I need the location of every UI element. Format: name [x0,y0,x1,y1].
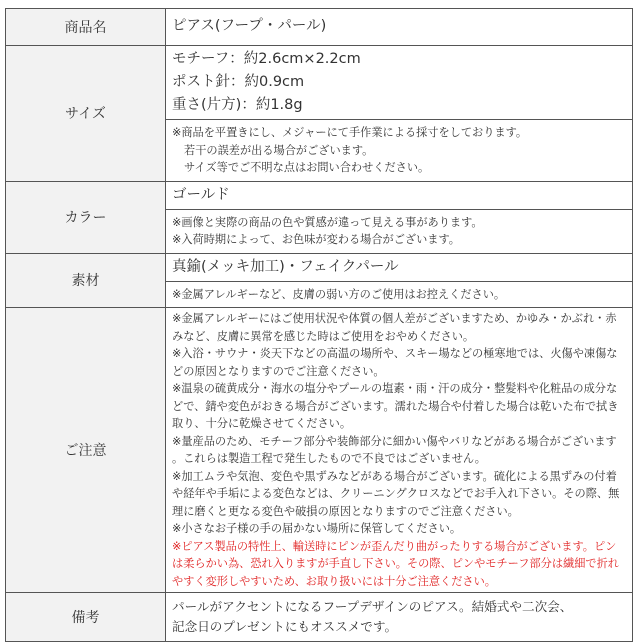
row-remarks [6,593,633,642]
caution-line: ※温泉の硫黄成分・海水の塩分やプールの塩素・雨・汗の成分・整髪料や化粧品の成分な [172,382,618,395]
size-notes [166,119,632,181]
caution-line: ※小さなお子様の手の届かない場所に保管してください。 [172,522,462,535]
caution-warning-line: やすく変形しやすいため、お取り扱いには十分ご注意ください。 [172,574,496,588]
label-caution: ご注意 [6,308,166,593]
caution-line: どで、錆や変色がおきる場合がございます。濡れた場合や付着した場合は乾いた布で拭き [172,399,619,413]
row-size [6,46,633,182]
row-caution [6,308,633,593]
material-notes [166,281,632,308]
caution-line: ※量産品のため、モチーフ部分や装飾部分に細かい傷やバリなどがある場合がございます [172,434,617,448]
value-cell-product-name [166,9,633,46]
caution-line: 理に磨くと更なる変色や破損の原因となりますのでご注意ください。 [172,504,519,518]
value-cell-size [166,46,633,182]
size-note: サイズ等でご不明な点はお問い合わせください。 [184,161,430,174]
remarks-line: パールがアクセントになるフープデザインのピアス。結婚式や二次会、 [172,599,573,614]
caution-line: ※入浴・サウナ・炎天下などの高温の場所や、スキー場などの極寒地では、火傷や凍傷な [172,347,618,360]
row-product-name [6,9,633,46]
label-color: カラー [6,181,166,253]
value-cell-material [166,253,633,308]
product-spec-table [5,8,633,642]
label-product-name: 商品名 [6,9,166,46]
caution-line: みなど、皮膚に異常を感じた時はご使用をおやめください。 [172,329,475,343]
caution-warning-line: は柔らかい為、恐れ入りますが手直し下さい。その際、ピンやモチーフ部分は繊細で折れ [172,557,619,570]
material-value: 真鍮(メッキ加工)・フェイクパール [172,258,399,275]
material-note: ※金属アレルギーなど、皮膚の弱い方のご使用はお控えください。 [172,287,506,301]
caution-line: ※金属アレルギーにはご使用状況や体質の個人差がございますため、かゆみ・かぶれ・赤 [172,312,617,325]
size-note: ※商品を平置きにし、メジャーにて手作業による採寸をしております。 [172,126,528,139]
color-notes [166,209,632,253]
size-lines [166,46,632,119]
value-cell-caution [166,308,633,593]
row-material [6,253,633,308]
value-cell-color [166,181,633,253]
caution-lines [166,308,632,592]
caution-line: どの原因となりますのでご注意ください。 [172,364,385,378]
color-value: ゴールド [172,186,230,203]
label-material: 素材 [6,253,166,308]
label-size: サイズ [6,46,166,182]
caution-warning-line: ※ピアス製品の特性上、輸送時にピンが歪んだり曲がったりする場合がございます。ピン [172,539,617,553]
size-motif: モチーフ：約2.6cm×2.2cm [172,51,361,67]
caution-line: 取り、十分に乾燥させてください。 [172,417,352,430]
size-weight: 重さ(片方)：約1.8g [172,97,303,113]
size-post: ポスト針：約0.9cm [172,74,305,90]
caution-line: や経年や手垢による変色などは、クリーニングクロスなどでお手入れ下さい。その際、無 [172,487,620,500]
row-color [6,181,633,253]
color-note: ※画像と実際の商品の色や質感が違って見える事があります。 [172,215,483,229]
caution-line: ※加工ムラや気泡、変色や黒ずみなどがある場合がございます。硫化による黒ずみの付着 [172,469,617,483]
value-cell-remarks [166,593,633,642]
remarks-line: 記念日のプレゼントにもオススメです。 [172,619,398,634]
label-remarks: 備考 [6,593,166,642]
color-note: ※入荷時期によって、お色味が変わる場合がございます。 [172,233,460,246]
remarks-text [166,593,632,641]
size-note: 若干の誤差が出る場合がございます。 [184,143,374,157]
caution-line: 。これらは製造工程で発生したもので不良ではございません。 [172,452,486,465]
product-name-value: ピアス(フープ・パール) [172,18,327,34]
